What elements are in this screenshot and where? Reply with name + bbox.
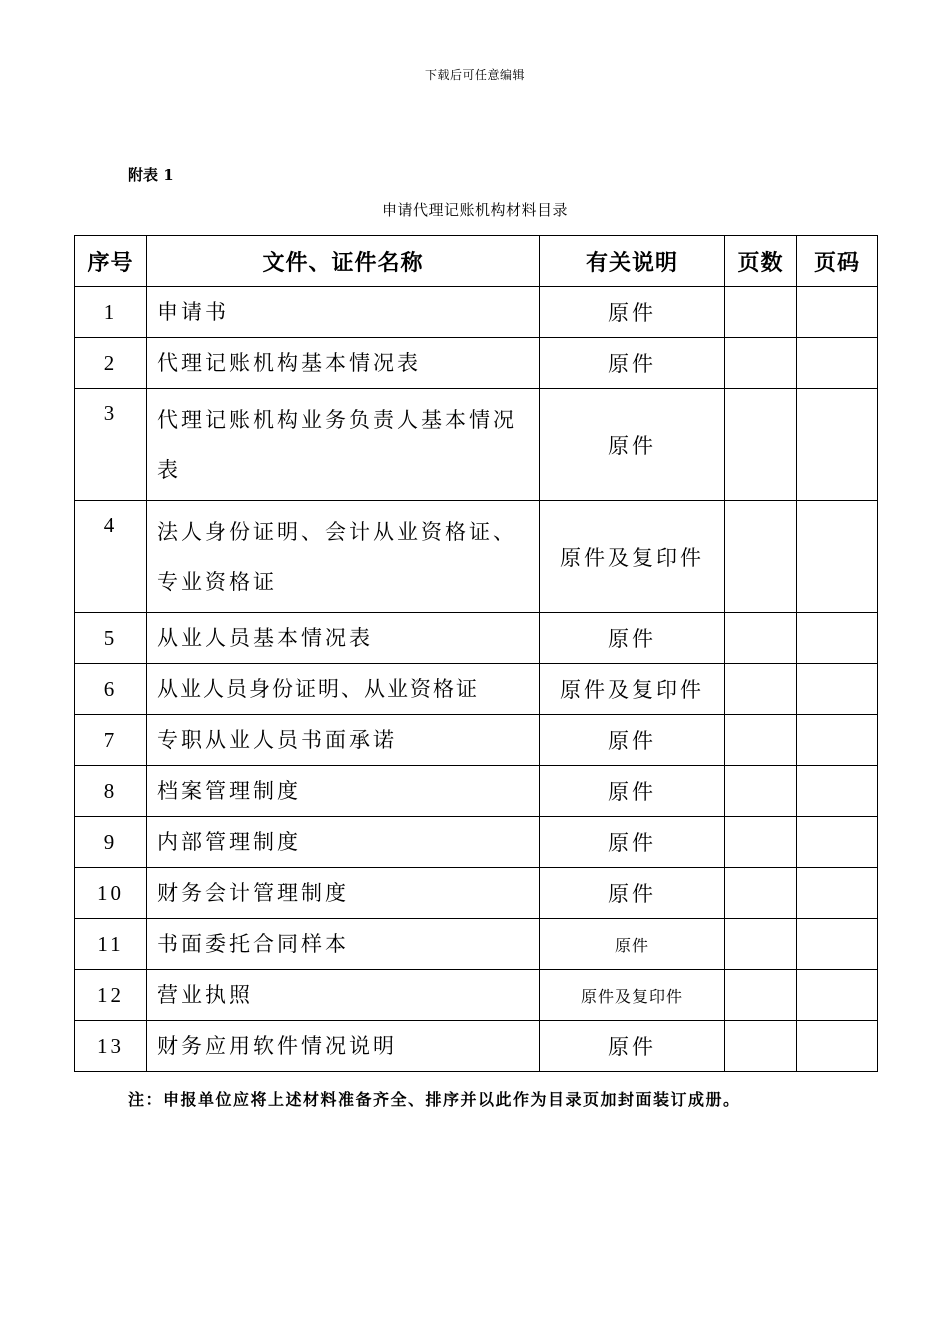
row-pages xyxy=(725,766,797,817)
table-row xyxy=(75,287,878,338)
row-note: 原件 xyxy=(540,715,725,766)
row-pages xyxy=(725,919,797,970)
row-page-no xyxy=(797,766,878,817)
row-seq: 12 xyxy=(75,970,147,1021)
materials-table xyxy=(74,235,878,1072)
row-seq: 6 xyxy=(75,664,147,715)
row-pages xyxy=(725,664,797,715)
row-name: 从业人员基本情况表 xyxy=(147,613,540,664)
row-pages xyxy=(725,287,797,338)
row-seq: 10 xyxy=(75,868,147,919)
appendix-label: 附表 1 xyxy=(128,166,174,184)
row-seq: 2 xyxy=(75,338,147,389)
row-seq: 3 xyxy=(75,389,147,501)
row-seq: 1 xyxy=(75,287,147,338)
row-seq: 8 xyxy=(75,766,147,817)
row-pages xyxy=(725,501,797,613)
table-row xyxy=(75,613,878,664)
table-row xyxy=(75,664,878,715)
row-name: 档案管理制度 xyxy=(147,766,540,817)
row-name: 代理记账机构基本情况表 xyxy=(147,338,540,389)
row-note: 原件 xyxy=(540,766,725,817)
row-page-no xyxy=(797,919,878,970)
row-name: 代理记账机构业务负责人基本情况表 xyxy=(147,389,540,501)
row-pages xyxy=(725,970,797,1021)
row-seq: 9 xyxy=(75,817,147,868)
row-page-no xyxy=(797,817,878,868)
row-note: 原件 xyxy=(540,817,725,868)
document-title: 申请代理记账机构材料目录 xyxy=(381,201,568,219)
row-name: 书面委托合同样本 xyxy=(147,919,540,970)
row-note: 原件 xyxy=(540,287,725,338)
row-page-no xyxy=(797,613,878,664)
row-note: 原件 xyxy=(540,338,725,389)
table-row xyxy=(75,1021,878,1072)
table-row xyxy=(75,501,878,613)
row-page-no xyxy=(797,664,878,715)
row-note: 原件及复印件 xyxy=(540,501,725,613)
table-row xyxy=(75,389,878,501)
row-pages xyxy=(725,389,797,501)
header-seq: 序号 xyxy=(75,236,147,287)
row-pages xyxy=(725,817,797,868)
row-pages xyxy=(725,1021,797,1072)
table-row xyxy=(75,715,878,766)
row-note: 原件 xyxy=(540,613,725,664)
table-row xyxy=(75,766,878,817)
row-note: 原件 xyxy=(540,868,725,919)
row-name: 财务会计管理制度 xyxy=(147,868,540,919)
row-note: 原件及复印件 xyxy=(540,664,725,715)
row-note: 原件 xyxy=(540,1021,725,1072)
footnote: 注：申报单位应将上述材料准备齐全、排序并以此作为目录页加封面装订成册。 xyxy=(128,1090,741,1109)
row-page-no xyxy=(797,501,878,613)
row-page-no xyxy=(797,287,878,338)
header-note: 有关说明 xyxy=(540,236,725,287)
header-page-no: 页码 xyxy=(797,236,878,287)
row-name: 营业执照 xyxy=(147,970,540,1021)
row-page-no xyxy=(797,1021,878,1072)
row-page-no xyxy=(797,970,878,1021)
row-page-no xyxy=(797,338,878,389)
row-pages xyxy=(725,715,797,766)
row-seq: 13 xyxy=(75,1021,147,1072)
row-seq: 11 xyxy=(75,919,147,970)
row-page-no xyxy=(797,715,878,766)
row-pages xyxy=(725,338,797,389)
table-row xyxy=(75,817,878,868)
row-page-no xyxy=(797,389,878,501)
table-row xyxy=(75,338,878,389)
row-note: 原件 xyxy=(540,919,725,970)
row-seq: 4 xyxy=(75,501,147,613)
row-note: 原件 xyxy=(540,389,725,501)
header-name: 文件、证件名称 xyxy=(147,236,540,287)
row-seq: 5 xyxy=(75,613,147,664)
row-name: 内部管理制度 xyxy=(147,817,540,868)
table-row xyxy=(75,970,878,1021)
table-row xyxy=(75,919,878,970)
row-seq: 7 xyxy=(75,715,147,766)
row-pages xyxy=(725,868,797,919)
row-name: 专职从业人员书面承诺 xyxy=(147,715,540,766)
table-row xyxy=(75,868,878,919)
header-pages: 页数 xyxy=(725,236,797,287)
row-name: 申请书 xyxy=(147,287,540,338)
row-page-no xyxy=(797,868,878,919)
row-name: 财务应用软件情况说明 xyxy=(147,1021,540,1072)
row-name: 从业人员身份证明、从业资格证 xyxy=(147,664,540,715)
row-name: 法人身份证明、会计从业资格证、专业资格证 xyxy=(147,501,540,613)
row-note: 原件及复印件 xyxy=(540,970,725,1021)
row-pages xyxy=(725,613,797,664)
table-header-row xyxy=(75,236,878,287)
page-header-note: 下载后可任意编辑 xyxy=(424,68,525,82)
